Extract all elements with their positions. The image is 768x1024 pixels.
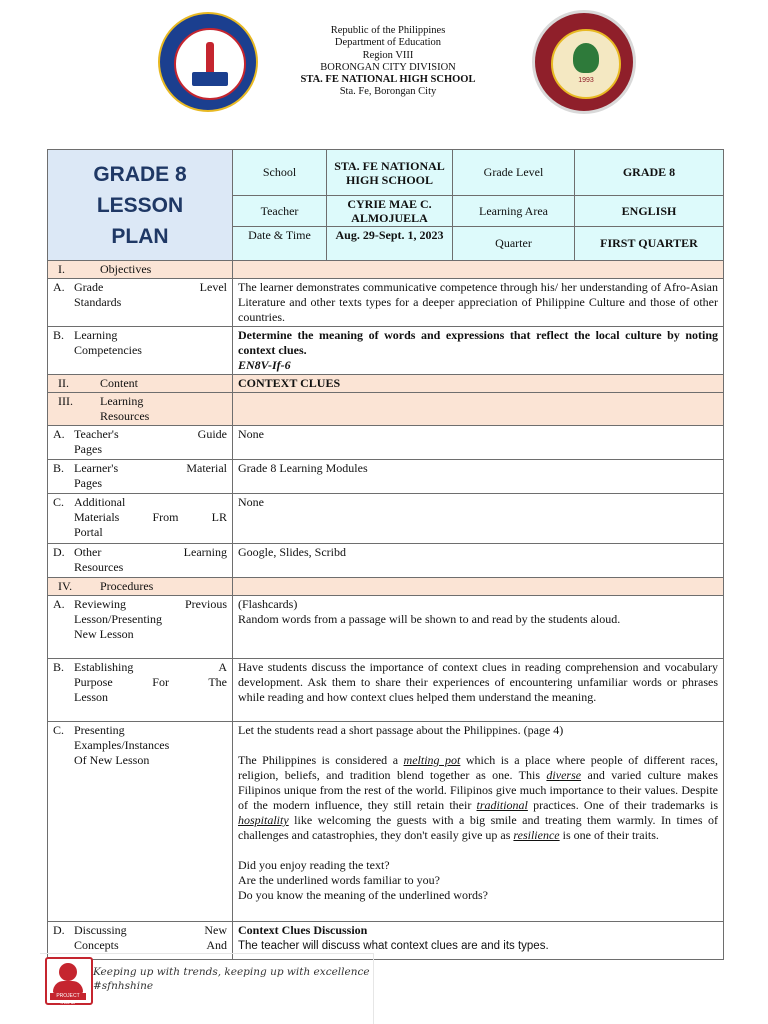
section-procedures <box>48 578 233 596</box>
label-line: Materials From LR <box>74 510 227 524</box>
section-number: I. <box>58 262 65 276</box>
label-line: Other Learning <box>74 545 227 559</box>
document-header <box>0 0 768 125</box>
passage-intro: Let the students read a short passage about the Philippines. (page 4) <box>238 723 564 737</box>
lesson-plan-table <box>47 149 724 960</box>
document-footer <box>40 953 374 1024</box>
label-line: Examples/Instances <box>74 738 170 752</box>
passage-segment: practices. One of their trademarks is <box>527 798 718 812</box>
content-value: CONTEXT CLUES <box>233 375 724 393</box>
item-number: B. <box>53 328 65 342</box>
additional-materials-label <box>48 494 233 544</box>
quarter-label: Quarter <box>453 227 575 261</box>
competency-code: EN8V-If-6 <box>238 358 291 372</box>
label-line: Pages <box>74 476 102 490</box>
school-label: School <box>233 150 327 196</box>
question-1: Did you enjoy reading the text? <box>238 858 390 872</box>
quarter-value: FIRST QUARTER <box>575 227 724 261</box>
label-line: Competencies <box>74 343 142 357</box>
passage-segment: like welcoming the guests with a big smile and treating them warmly. In times of challenges and catastrophies, they don't easily give up as <box>238 813 718 842</box>
label-line: Establishing A <box>74 660 227 674</box>
additional-materials-value: None <box>233 494 724 544</box>
question-3: Do you know the meaning of the underlined words? <box>238 888 488 902</box>
label-line: Concepts And <box>74 938 227 952</box>
competency-text: Determine the meaning of words and expressions that reflect the local culture by noting context clues. <box>238 328 718 357</box>
label-line: Teacher's Guide <box>74 427 227 441</box>
slogan-hashtag: #sfnhshine <box>93 980 154 992</box>
label-line: Learning <box>74 328 118 342</box>
label-line: Reviewing Previous <box>74 597 227 611</box>
title-line-3: PLAN <box>111 224 169 248</box>
item-number: C. <box>53 495 65 509</box>
discussion-title: Context Clues Discussion <box>238 923 368 937</box>
header-line-1: Republic of the Philippines <box>330 25 446 36</box>
label-line: Standards <box>74 295 122 309</box>
passage-segment: which is a place where people of different races, religion, beliefs, and tradition blend together as one. This <box>238 753 718 782</box>
label-line: Presenting <box>74 723 125 737</box>
grade-level-value: GRADE 8 <box>575 150 724 196</box>
section-label: Learning <box>100 394 144 408</box>
label-line: Pages <box>74 442 102 456</box>
label-line: Lesson <box>74 690 108 704</box>
passage-segment: is one of their traits. <box>559 828 659 842</box>
item-number: B. <box>53 660 65 674</box>
title-line-2: LESSON <box>96 193 184 217</box>
label-line: Purpose For The <box>74 675 227 689</box>
section-procedures-value <box>233 578 724 596</box>
header-line-2: Department of Education <box>334 37 442 49</box>
passage-segment: The Philippines is considered a <box>238 753 404 767</box>
section-learning-resources-value <box>233 393 724 426</box>
learners-material-label <box>48 460 233 494</box>
section-number: II. <box>58 376 69 390</box>
label-line: New Lesson <box>74 627 134 641</box>
question-2: Are the underlined words familiar to you? <box>238 873 440 887</box>
section-label: Procedures <box>100 579 154 593</box>
section-number: III. <box>58 394 73 408</box>
label-line: Learner's Material <box>74 461 227 475</box>
seal-year: 1993 <box>578 77 594 84</box>
learning-area-label: Learning Area <box>453 196 575 227</box>
underlined-word: melting pot <box>403 753 461 767</box>
project-iread-logo-icon <box>45 957 93 1005</box>
school-name: STA. FE NATIONAL HIGH SCHOOL <box>300 74 476 86</box>
item-number: A. <box>53 597 65 611</box>
section-label: Resources <box>100 409 150 423</box>
header-line-3: Region VIII <box>362 49 414 61</box>
item-number: D. <box>53 923 65 937</box>
establishing-purpose-label <box>48 659 233 722</box>
other-resources-value: Google, Slides, Scribd <box>233 544 724 578</box>
discussion-text: The teacher will discuss what context clues are and its types. <box>238 940 549 952</box>
learning-competencies-label <box>48 327 233 375</box>
section-content <box>48 375 233 393</box>
label-line: Portal <box>74 525 103 539</box>
label-line: Of New Lesson <box>74 753 150 767</box>
establishing-purpose-value: Have students discuss the importance of context clues in reading comprehension and vocabulary development. Ask them to share their experiences of encountering unfamiliar words or phrases while reading and how context clues helped them understand the meaning. <box>233 659 724 722</box>
passage-text <box>238 753 718 843</box>
grade-level-standards-label <box>48 279 233 327</box>
section-learning-resources <box>48 393 233 426</box>
logo-text: PROJECT iREAD <box>50 993 86 1000</box>
flashcards-text: (Flashcards) <box>238 597 298 611</box>
header-line-4: BORONGAN CITY DIVISION <box>320 61 456 73</box>
school-seal-icon <box>532 10 636 114</box>
section-label: Objectives <box>100 262 152 276</box>
footer-slogan <box>93 965 370 993</box>
presenting-examples-value <box>233 722 724 922</box>
grade-level-standards-value: The learner demonstrates communicative competence through his/ her understanding of Afro-Asian Literature and other texts types for a deeper appreciation of Philippine Culture and those of other countries. <box>233 279 724 327</box>
learning-competencies-value <box>233 327 724 375</box>
lesson-plan-title <box>48 150 233 261</box>
presenting-examples-label <box>48 722 233 922</box>
item-number: A. <box>53 280 65 294</box>
section-label: Content <box>100 376 138 390</box>
label-line: Lesson/Presenting <box>74 612 162 626</box>
teachers-guide-value: None <box>233 426 724 460</box>
teachers-guide-label <box>48 426 233 460</box>
title-line-1: GRADE 8 <box>93 162 187 186</box>
learning-area-value: ENGLISH <box>575 196 724 227</box>
item-number: B. <box>53 461 65 475</box>
review-activity-text: Random words from a passage will be shown to and read by the students aloud. <box>238 612 621 626</box>
item-number: A. <box>53 427 65 441</box>
reviewing-lesson-label <box>48 596 233 659</box>
slogan-line-1: Keeping up with trends, keeping up with excellence <box>93 966 370 978</box>
item-number: C. <box>53 723 65 737</box>
label-line: Grade Level <box>74 280 227 294</box>
deped-seal-icon <box>158 12 258 112</box>
section-number: IV. <box>58 579 73 593</box>
underlined-word: resilience <box>513 828 560 842</box>
school-address: Sta. Fe, Borongan City <box>339 86 437 98</box>
learners-material-value: Grade 8 Learning Modules <box>233 460 724 494</box>
label-line: Additional <box>74 495 126 509</box>
teacher-value: CYRIE MAE C. ALMOJUELA <box>327 196 453 227</box>
date-time-value: Aug. 29-Sept. 1, 2023 <box>327 227 453 261</box>
school-value: STA. FE NATIONAL HIGH SCHOOL <box>327 150 453 196</box>
grade-level-label: Grade Level <box>453 150 575 196</box>
section-objectives <box>48 261 233 279</box>
underlined-word: hospitality <box>238 813 289 827</box>
item-number: D. <box>53 545 65 559</box>
date-time-label: Date & Time <box>233 227 327 261</box>
underlined-word: diverse <box>546 768 582 782</box>
other-resources-label <box>48 544 233 578</box>
teacher-label: Teacher <box>233 196 327 227</box>
header-text <box>260 25 516 99</box>
section-objectives-value <box>233 261 724 279</box>
reviewing-lesson-value <box>233 596 724 659</box>
label-line: Discussing New <box>74 923 227 937</box>
underlined-word: traditional <box>476 798 528 812</box>
label-line: Resources <box>74 560 124 574</box>
passage-segment: and varied culture makes Filipinos unique from the rest of the world. Filipinos give much importance to their values. Despite of the modern influence, they still retain their <box>238 768 719 812</box>
